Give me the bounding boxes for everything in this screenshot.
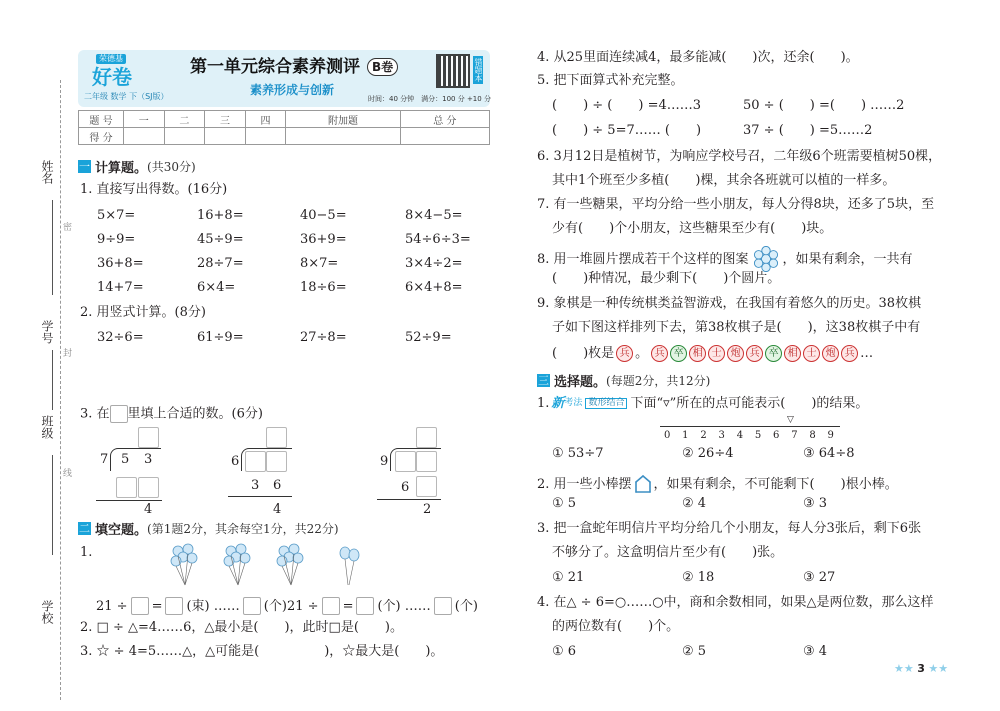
page-number <box>894 663 948 674</box>
r-q6-l1: 6. 3月12日是植树节，为响应学校号召，二年级6个班需要植树50棵， <box>537 149 942 164</box>
tick-label: 5 <box>754 430 762 441</box>
margin-line-2 <box>52 350 53 410</box>
calc-item: 14+7= <box>97 280 144 295</box>
c1-num: 1. <box>537 396 550 411</box>
r-q7-l1: 7. 有一些糖果，平均分给一些小朋友，每人分得8块，还多了5块，至 <box>537 197 935 212</box>
s1-q1-label: 1. 直接写出得数。(16分) <box>80 182 228 197</box>
chess-piece-icon: 兵 <box>746 345 763 362</box>
logo <box>84 52 169 104</box>
qr-code-icon <box>436 54 470 88</box>
tick-label: 9 <box>827 430 834 441</box>
test-info: 时间：40 分钟 满分：100 分 +10 分 <box>368 95 491 103</box>
balloon-pair-icon <box>338 543 362 591</box>
remainder: 4 <box>273 502 282 517</box>
grade-label: 二年级 数学 下（SJ版） <box>84 92 169 101</box>
score-cell[interactable] <box>245 128 286 145</box>
s2-q1-expr-a <box>96 597 287 615</box>
tick-label: 0 <box>664 430 671 441</box>
s2-q3: 3. ☆ ÷ 4=5……△，△可能是( )，☆最大是( )。 <box>80 644 444 659</box>
c2-text-a: 2. 用一些小棒摆 <box>537 476 632 492</box>
c2-text-b: ，如果有剩余，不可能剩下( )根小棒。 <box>653 476 898 492</box>
score-cell[interactable] <box>205 128 246 145</box>
dividend-digit: 3 <box>144 452 153 467</box>
section1-title <box>78 157 196 176</box>
choice-option[interactable]: ① 21 <box>552 570 585 585</box>
division-line <box>96 500 162 501</box>
section3-heading: 选择题。 <box>554 375 607 390</box>
calc-item: 18÷6= <box>300 280 347 295</box>
q9-period: 。 <box>635 346 649 361</box>
product-digit: 6 <box>401 480 410 495</box>
seal-mark-2: 封 <box>63 349 73 359</box>
tick-label: 3 <box>718 430 725 441</box>
section-number-icon: 二 <box>79 522 90 535</box>
chess-piece-icon: 卒 <box>765 345 782 362</box>
tick-label: 1 <box>682 430 689 441</box>
s1-q3-label <box>80 405 263 423</box>
number-line-marker: ▽ <box>787 415 794 425</box>
score-header-cell: 总 分 <box>400 111 489 128</box>
answer-box[interactable] <box>138 477 159 498</box>
score-table <box>78 110 490 145</box>
calc-item: 54÷6÷3= <box>405 232 471 247</box>
score-header-cell: 附加题 <box>286 111 400 128</box>
calc-item: 6×4+8= <box>405 280 463 295</box>
r-q9-l3 <box>552 345 873 362</box>
s1-q2-label: 2. 用竖式计算。(8分) <box>80 305 206 320</box>
choice-option[interactable]: ③ 64÷8 <box>803 446 855 461</box>
c2-line <box>537 474 898 494</box>
margin-label-name: 姓名 <box>40 160 54 184</box>
vertical-calc-item: 32÷6= <box>97 330 144 345</box>
star-deco-icon: ★★ <box>894 662 918 675</box>
calc-item: 5×7= <box>97 208 136 223</box>
r-q5-r2b: 37 ÷ ( ) =5……2 <box>743 123 873 138</box>
section2-heading: 填空题。 <box>95 523 148 538</box>
remainder: 2 <box>423 502 432 517</box>
chess-piece-icon: 炮 <box>727 345 744 362</box>
choice-option[interactable]: ③ 3 <box>803 496 828 511</box>
answer-box[interactable] <box>165 597 183 615</box>
margin-label-school: 学校 <box>40 600 54 624</box>
section-number-icon: 三 <box>538 374 549 387</box>
score-header-cell: 三 <box>205 111 246 128</box>
choice-option[interactable]: ② 4 <box>682 496 707 511</box>
calc-item: 45÷9= <box>197 232 244 247</box>
product-digit: 3 <box>251 478 260 493</box>
s1-q3-label-a: 3. 在 <box>80 406 110 422</box>
s2-q1-num: 1. <box>80 545 93 560</box>
circle-pattern-icon <box>751 246 781 272</box>
section3-note: (每题2分，共12分) <box>606 374 711 388</box>
answer-box[interactable] <box>395 451 416 472</box>
c1-text: 下面“▿”所在的点可能表示( )的结果。 <box>630 396 869 411</box>
product-digit: 6 <box>273 478 282 493</box>
stick-house-icon <box>633 474 653 494</box>
margin-line-1 <box>52 200 53 295</box>
choice-option[interactable]: ③ 4 <box>803 644 828 659</box>
r-q7-l2: 少有( )个小朋友，这些糖果至少有( )块。 <box>552 221 833 236</box>
chess-piece-icon: 士 <box>803 345 820 362</box>
seal-mark-1: 密 <box>63 223 73 233</box>
score-row-label: 得 分 <box>79 128 124 145</box>
balloon-bunch-icon <box>223 543 253 591</box>
margin-label-class: 班级 <box>40 415 54 439</box>
new-tag: 新 <box>551 396 565 411</box>
number-line <box>660 415 840 448</box>
division-line <box>228 496 292 497</box>
divisor: 9 <box>380 454 389 469</box>
vertical-calc-item: 52÷9= <box>405 330 452 345</box>
logo-brand: 荣德基 <box>96 54 126 64</box>
score-cell[interactable] <box>400 128 489 145</box>
score-header-cell: 一 <box>124 111 165 128</box>
subtitle: 素养形成与创新 <box>250 83 335 97</box>
margin-line-3 <box>52 455 53 555</box>
expr-text: = <box>342 598 354 614</box>
r-q9-l2: 子如下图这样排列下去，第38枚棋子是( )，这38枚棋子中有 <box>552 320 921 335</box>
r-q8-l2: ( )种情况，最少剩下( )个圆片。 <box>552 271 781 286</box>
answer-box[interactable] <box>356 597 374 615</box>
s2-q1-expr-b <box>287 597 478 615</box>
calc-item: 28÷7= <box>197 256 244 271</box>
section-number-icon: 一 <box>79 160 90 173</box>
star-deco-icon: ★★ <box>924 662 949 675</box>
answer-box[interactable] <box>416 476 437 497</box>
q8-text-a: 8. 用一堆圆片摆成若干个这样的图案 <box>537 251 749 267</box>
answer-box[interactable] <box>266 451 287 472</box>
r-q9-l1: 9. 象棋是一种传统棋类益智游戏，在我国有着悠久的历史。38枚棋 <box>537 296 922 311</box>
calc-item: 36+9= <box>300 232 347 247</box>
chess-piece-icon: 相 <box>784 345 801 362</box>
section2-title <box>78 519 339 538</box>
calc-item: 6×4= <box>197 280 236 295</box>
division-line <box>377 499 441 500</box>
chess-piece-icon: 炮 <box>822 345 839 362</box>
answer-box[interactable] <box>131 597 149 615</box>
score-header-cell: 题 号 <box>79 111 124 128</box>
tick-label: 7 <box>791 430 798 441</box>
expr-text: (束) …… <box>186 598 240 614</box>
method-tag: 考法 <box>564 398 583 408</box>
version-badge: B卷 <box>367 58 398 76</box>
answer-box[interactable] <box>138 427 159 448</box>
c4-l1: 4. 在△ ÷ 6=○……○中，商和余数相同，如果△是两位数，那么这样 <box>537 595 934 610</box>
number-line-labels <box>664 430 834 441</box>
division-bracket <box>110 448 161 471</box>
chess-piece-icon: 兵 <box>841 345 858 362</box>
section3-title <box>537 371 710 390</box>
answer-box[interactable] <box>416 451 437 472</box>
chess-piece-icon: 兵 <box>651 345 668 362</box>
divisor: 7 <box>100 452 109 467</box>
r-q8-l1 <box>537 246 913 272</box>
seal-mark-3: 线 <box>63 469 73 479</box>
choice-option[interactable]: ② 5 <box>682 644 707 659</box>
expr-text: (个) <box>263 598 287 614</box>
balloon-bunch-icon <box>276 543 306 591</box>
tick-label: 6 <box>773 430 780 441</box>
r-q5-r1a: ( ) ÷ ( ) =4……3 <box>552 98 702 113</box>
tick-label: 4 <box>736 430 744 441</box>
logo-name: 好卷 <box>92 65 132 89</box>
expr-text: (个) …… <box>377 598 431 614</box>
c3-l2: 不够分了。这盒明信片至少有( )张。 <box>552 545 784 560</box>
score-cell[interactable] <box>124 128 165 145</box>
answer-box[interactable] <box>243 597 261 615</box>
choice-option[interactable]: ③ 27 <box>803 570 836 585</box>
chess-piece-icon: 士 <box>708 345 725 362</box>
section1-heading: 计算题。 <box>95 161 148 176</box>
q8-text-b: ，如果有剩余，一共有 <box>782 251 913 267</box>
tick-label: 8 <box>809 430 816 441</box>
chess-piece-icon: 相 <box>689 345 706 362</box>
r-q5-r2a: ( ) ÷ 5=7…… ( ) <box>552 123 702 138</box>
r-q6-l2: 其中1个班至少多植( )棵，其余各班就可以植的一样多。 <box>552 173 896 188</box>
choice-option[interactable]: ① 5 <box>552 496 577 511</box>
dividend-digit: 5 <box>121 452 130 467</box>
page-title: 第一单元综合素养测评 <box>190 57 360 77</box>
c3-l1: 3. 把一盒蛇年明信片平均分给几个小朋友，每人分3张后，剩下6张 <box>537 521 922 536</box>
remainder: 4 <box>144 502 153 517</box>
c1-line <box>537 397 868 410</box>
number-line-axis <box>660 426 840 427</box>
choice-option[interactable]: ② 26÷4 <box>682 446 734 461</box>
method-tag-box: 数形结合 <box>585 398 627 409</box>
calc-item: 40−5= <box>300 208 347 223</box>
divisor: 6 <box>231 454 240 469</box>
score-header-cell: 四 <box>245 111 286 128</box>
c4-l2: 的两位数有( )个。 <box>552 619 680 634</box>
choice-option[interactable]: ① 53÷7 <box>552 446 604 461</box>
section1-note: (共30分) <box>147 160 196 174</box>
vertical-calc-item: 61÷9= <box>197 330 244 345</box>
r-q5-r1b: 50 ÷ ( ) =( ) ……2 <box>743 98 905 113</box>
calc-item: 8×4−5= <box>405 208 463 223</box>
chess-piece-icon: 卒 <box>670 345 687 362</box>
r-q4: 4. 从25里面连续减4，最多能减( )次，还余( )。 <box>537 50 859 65</box>
answer-box[interactable] <box>245 451 266 472</box>
q9-text: ( )枚是 <box>552 346 615 361</box>
answer-box[interactable] <box>322 597 340 615</box>
expr-text: 21 ÷ <box>96 598 128 614</box>
margin-label-id: 学号 <box>40 320 54 344</box>
section2-note: (第1题2分，其余每空1分，共22分) <box>147 522 339 536</box>
side-tag: 错题本 <box>474 58 483 82</box>
answer-box[interactable] <box>434 597 452 615</box>
score-header-cell: 二 <box>164 111 205 128</box>
calc-item: 8×7= <box>300 256 339 271</box>
expr-text: = <box>151 598 163 614</box>
score-cell[interactable] <box>286 128 400 145</box>
calc-item: 9÷9= <box>97 232 136 247</box>
calc-item: 3×4÷2= <box>405 256 463 271</box>
balloon-bunch-icon <box>170 543 200 591</box>
page-number-value: 3 <box>917 662 925 675</box>
expr-text: (个) <box>454 598 478 614</box>
choice-option[interactable]: ② 18 <box>682 570 715 585</box>
answer-box[interactable] <box>266 427 287 448</box>
calc-item: 16+8= <box>197 208 244 223</box>
ellipsis: … <box>860 346 874 361</box>
blank-box-sample <box>110 405 128 423</box>
s1-q3-label-b: 里填上合适的数。(6分) <box>127 406 263 422</box>
tick-label: 2 <box>700 430 707 441</box>
s2-q2: 2. □ ÷ △=4……6，△最小是( )，此时□是( )。 <box>80 620 403 635</box>
calc-item: 36+8= <box>97 256 144 271</box>
answer-box[interactable] <box>416 427 437 448</box>
answer-box[interactable] <box>116 477 137 498</box>
binding-line <box>60 80 61 700</box>
score-cell[interactable] <box>164 128 205 145</box>
vertical-calc-item: 27÷8= <box>300 330 347 345</box>
chess-piece-icon: 兵 <box>616 345 633 362</box>
r-q5: 5. 把下面算式补充完整。 <box>537 73 684 88</box>
expr-text: 21 ÷ <box>287 598 319 614</box>
choice-option[interactable]: ① 6 <box>552 644 577 659</box>
